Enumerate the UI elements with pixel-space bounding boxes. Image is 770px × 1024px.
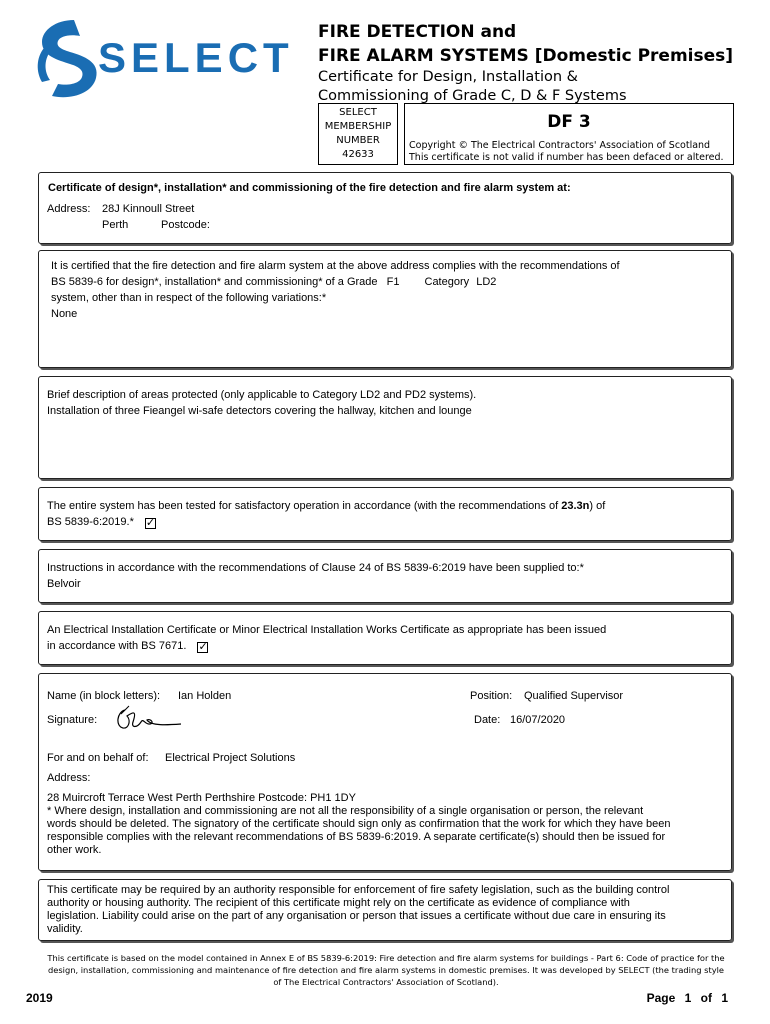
electrical-section — [38, 611, 732, 665]
check-icon: ✓ — [198, 641, 208, 653]
membership-box — [318, 103, 398, 165]
testing-line-2 — [47, 514, 156, 530]
company-address[interactable]: 28 Muircroft Terrace West Perth Perthshire Postcode: PH1 1DY — [47, 792, 356, 804]
variations-value[interactable]: None — [51, 308, 78, 320]
company-name[interactable]: Electrical Project Solutions — [165, 752, 296, 764]
membership-label-3: NUMBER — [336, 135, 380, 146]
category-value[interactable]: LD2 — [476, 276, 497, 288]
testing-section — [38, 487, 732, 541]
address-line-1[interactable]: 28J Kinnoull Street — [102, 203, 195, 215]
areas-description[interactable]: Installation of three Fieangel wi-safe detectors covering the hallway, kitchen and lounge — [47, 405, 472, 417]
svg-text:SELECT: SELECT — [98, 34, 294, 81]
note-line-3: responsible complies with the relevant recommendations of BS 5839-6:2019. A separate certificate(s) should then be issued for — [47, 831, 666, 843]
electrical-checkbox[interactable] — [197, 642, 208, 653]
address-label: Address: — [47, 203, 91, 215]
instructions-recipient[interactable]: Belvoir — [47, 578, 81, 590]
basis-line-2: design, installation, commissioning and maintenance of fire detection and fire alarm systems in domestic premises. It was developed by SELECT (the trading style — [47, 965, 725, 975]
form-code: DF 3 — [547, 112, 591, 132]
areas-label: Brief description of areas protected (only applicable to Category LD2 and PD2 systems). — [47, 389, 477, 401]
certification-line-2-text: BS 5839-6 for design*, installation* and commissioning* of a Grade — [51, 276, 378, 288]
note-line-2: words should be deleted. The signatory of the certificate should sign only as confirmation that the work for which they have been — [47, 818, 671, 830]
note-line-4: other work. — [47, 844, 102, 856]
copyright-text: Copyright © The Electrical Contractors' Association of Scotland — [409, 140, 711, 151]
areas-section — [38, 376, 732, 479]
validity-text: This certificate is not valid if number has been defaced or altered. — [409, 152, 724, 163]
authority-section — [38, 879, 732, 941]
address-section — [38, 172, 732, 244]
signature-image[interactable] — [111, 702, 183, 736]
page-indicator — [647, 991, 728, 1005]
check-icon: ✓ — [145, 517, 156, 529]
position-value[interactable]: Qualified Supervisor — [524, 690, 624, 702]
certification-line-3: system, other than in respect of the following variations:* — [51, 292, 327, 304]
certification-section — [38, 250, 732, 368]
date-label: Date: — [474, 714, 501, 726]
grade-value[interactable]: F1 — [386, 276, 400, 288]
page-of: of — [700, 991, 712, 1005]
certification-line-1: It is certified that the fire detection and fire alarm system at the above address complies with the recommendations of — [51, 260, 620, 272]
certification-line-2 — [51, 274, 496, 290]
form-code-box — [404, 103, 734, 165]
category-label: Category — [424, 276, 470, 288]
copyright-notice — [409, 140, 724, 164]
basis-line-3: of The Electrical Contractors' Association of Scotland). — [273, 977, 499, 987]
authority-line-3: legislation. Liability could arise on the part of any organisation or person that issues a certificate without due care in ensuring its — [47, 910, 666, 922]
membership-label-2: MEMBERSHIP — [324, 121, 392, 132]
title-line-1: FIRE DETECTION and — [318, 22, 517, 42]
page-current: 1 — [684, 991, 692, 1005]
testing-line-1 — [47, 498, 605, 514]
name-label: Name (in block letters): — [47, 690, 161, 702]
signatory-section — [38, 673, 732, 871]
authority-line-2: authority or housing authority. The recipient of this certificate might rely on the certificate as evidence of compliance with — [47, 897, 630, 909]
page-label: Page — [646, 991, 676, 1005]
signature-label: Signature: — [47, 714, 98, 726]
behalf-label: For and on behalf of: — [47, 752, 149, 764]
name-value[interactable]: Ian Holden — [178, 690, 232, 702]
testing-standard: BS 5839-6:2019.* — [47, 516, 134, 528]
subtitle-line-1: Certificate for Design, Installation & — [318, 69, 578, 85]
subtitle-line-2: Commissioning of Grade C, D & F Systems — [318, 88, 627, 104]
company-address-label: Address: — [47, 772, 91, 784]
footer-year: 2019 — [26, 991, 53, 1005]
select-logo — [36, 16, 296, 100]
address-line-2[interactable]: Perth — [102, 219, 129, 231]
instructions-section — [38, 549, 732, 603]
authority-line-4: validity. — [47, 923, 83, 935]
testing-checkbox[interactable] — [145, 518, 156, 529]
testing-line-1-suffix: ) of — [589, 500, 606, 512]
clause-number: 23.3n — [561, 500, 590, 512]
date-value[interactable]: 16/07/2020 — [510, 714, 566, 726]
select-logo-graphic — [36, 16, 296, 100]
note-line-1: * Where design, installation and commissioning are not all the responsibility of a single organisation or person, the relevant — [47, 805, 644, 817]
membership-label-1: SELECT — [339, 107, 377, 118]
page-total: 1 — [721, 991, 728, 1005]
testing-line-1-text: The entire system has been tested for satisfactory operation in accordance (with the recommendations of — [47, 500, 559, 512]
authority-line-1: This certificate may be required by an authority responsible for enforcement of fire safety legislation, such as the building control — [47, 884, 670, 896]
position-label: Position: — [470, 690, 513, 702]
basis-line-1: This certificate is based on the model contained in Annex E of BS 5839-6:2019: Fire detection and fire alarm systems for buildings - Part 6: Code of practice for the — [47, 953, 725, 963]
postcode-label: Postcode: — [161, 219, 210, 231]
address-heading: Certificate of design*, installation* and commissioning of the fire detection and fire alarm system at: — [48, 182, 571, 194]
document-title — [318, 20, 738, 106]
title-line-2: FIRE ALARM SYSTEMS [Domestic Premises] — [318, 46, 734, 66]
instructions-label: Instructions in accordance with the recommendations of Clause 24 of BS 5839-6:2019 have been supplied to:* — [47, 562, 584, 574]
footer-basis-note — [36, 952, 736, 988]
electrical-standard: in accordance with BS 7671. — [47, 640, 187, 652]
membership-number: 42633 — [342, 149, 374, 160]
electrical-line-1: An Electrical Installation Certificate or Minor Electrical Installation Works Certificate as appropriate has been issued — [47, 624, 607, 636]
electrical-line-2 — [47, 638, 208, 654]
